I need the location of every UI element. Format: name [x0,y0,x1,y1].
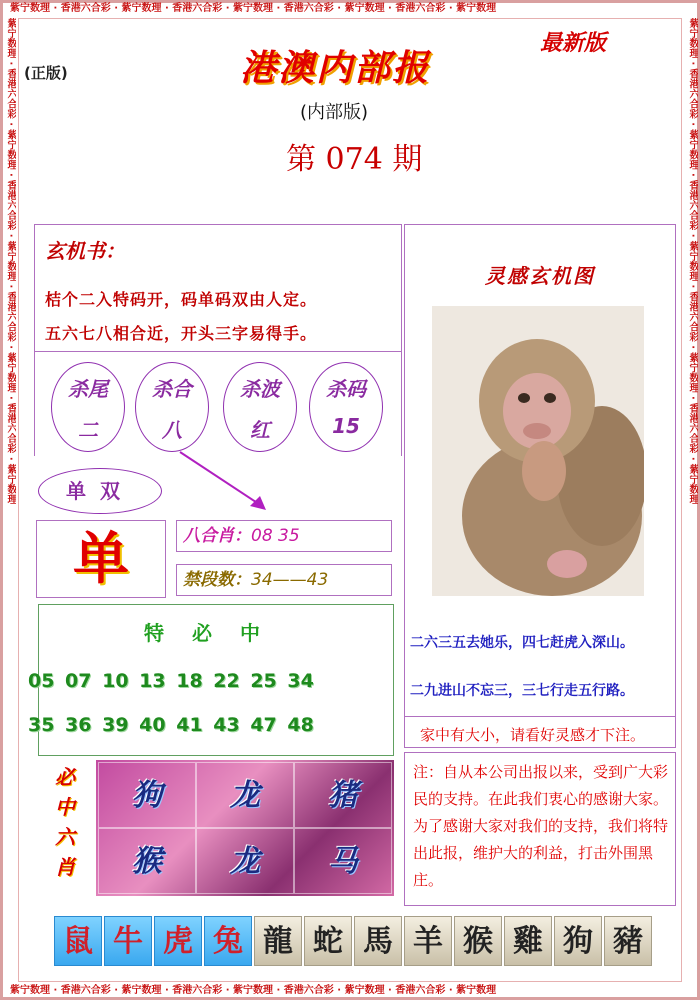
zodiac-bar-pig: 豬 [604,916,652,966]
xuanji-box [34,224,402,352]
zodiac-bar-tiger: 虎 [154,916,202,966]
border-strip-top: 紫宁数理 · 香港六合彩 · 紫宁数理 · 香港六合彩 · 紫宁数理 · 香港六合彩 · 紫宁数理 · 香港六合彩 · 紫宁数理 [10,3,497,14]
zodiac-bar-monkey: 猴 [454,916,502,966]
oval-label: 杀波 [240,377,280,401]
zodiac-bar-goat: 羊 [404,916,452,966]
oval-label: 杀码 [326,377,366,401]
riddle-line-1: 二六三五去她乐，四七赶虎入深山。 [410,635,634,651]
oval-sha-wei [51,362,125,452]
dan-character: 单 [73,526,129,592]
jinduan-label: 禁段数： [183,570,251,590]
jinduan-box [176,564,392,596]
zodiac-cell: 狗 [98,762,196,828]
jinduan-value: 34——43 [251,570,329,590]
oval-value: 红 [250,418,270,442]
oval-label: 杀尾 [68,377,108,401]
issue-number: 第 074 期 [286,142,423,177]
monkey-image [432,306,644,596]
zodiac-cell: 猪 [294,762,392,828]
xuanji-line-2: 五六七八相合近，开头三字易得手。 [45,324,318,343]
dan-box [36,520,166,598]
inspiration-title: 灵感玄机图 [485,264,595,288]
xuanji-title: 玄机书： [45,239,125,263]
tebi-numbers-row-1: 05 07 10 13 18 22 25 34 [28,670,314,692]
border-strip-left: 紫宁数理 · 香港六合彩 · 紫宁数理 · 香港六合彩 · 紫宁数理 · 香港六合彩 · 紫宁数理 · 香港六合彩 · 紫宁数理 [5,18,16,505]
zodiac-cell: 龙 [196,762,294,828]
zodiac-cell: 猴 [98,828,196,894]
tebi-title: 特必中 [144,621,288,645]
danshuang-oval: 单双 [38,468,162,514]
border-strip-right: 紫宁数理 · 香港六合彩 · 紫宁数理 · 香港六合彩 · 紫宁数理 · 香港六合彩 · 紫宁数理 · 香港六合彩 · 紫宁数理 [687,18,698,505]
zodiac-bar-horse: 馬 [354,916,402,966]
zodiac-six-grid [96,760,394,896]
tebi-numbers-row-2: 35 36 39 40 41 43 47 48 [28,714,314,736]
zodiac-bar-rabbit: 兔 [204,916,252,966]
border-strip-bottom: 紫宁数理 · 香港六合彩 · 紫宁数理 · 香港六合彩 · 紫宁数理 · 香港六合彩 · 紫宁数理 · 香港六合彩 · 紫宁数理 [10,985,497,996]
kill-ovals-row [34,352,402,456]
zodiac-bar-rooster: 雞 [504,916,552,966]
oval-value: 八 [162,418,182,442]
oval-value: 二 [78,418,98,442]
xuanji-line-1: 桔个二入特码开，码单码双由人定。 [45,290,318,309]
bahe-value: 08 35 [251,526,300,546]
arrow-icon [176,446,276,516]
zodiac-cell: 龙 [196,828,294,894]
page-title: 港澳内部报 [240,47,431,89]
bahe-box [176,520,392,552]
oval-value: 15 [332,414,360,438]
zodiac-bar-rat: 鼠 [54,916,102,966]
oval-sha-he [135,362,209,452]
bahe-label: 八合肖： [183,526,251,546]
notice-box: 注：自从本公司出报以来，受到广大彩民的支持。在此我们衷心的感谢大家。为了感谢大家对我们的支持，我们将特出此报，维护大的利益，打击外围黑庄。 [404,752,676,906]
latest-version-label: 最新版 [540,31,607,56]
zhengban-label: (正版) [24,64,68,82]
zodiac-bar-snake: 蛇 [304,916,352,966]
riddle-line-2: 二九进山不忘三，三七行走五行路。 [410,683,634,699]
zodiac-bar [54,916,654,966]
divider [404,716,676,717]
page-subtitle: (内部版) [300,102,369,123]
zodiac-bar-dog: 狗 [554,916,602,966]
zodiac-bar-ox: 牛 [104,916,152,966]
bizhong-label: 必中六肖 [55,765,75,879]
warning-text: 家中有大小，请看好灵感才下注。 [420,726,646,744]
zodiac-bar-dragon: 龍 [254,916,302,966]
oval-label: 杀合 [152,377,192,401]
oval-sha-bo [223,362,297,452]
oval-sha-ma [309,362,383,452]
zodiac-cell: 马 [294,828,392,894]
